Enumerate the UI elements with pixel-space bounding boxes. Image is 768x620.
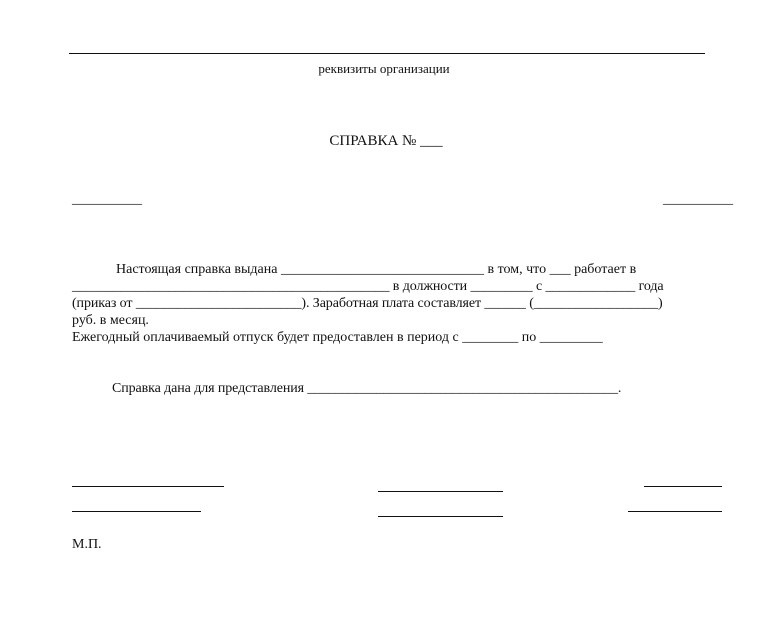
requisites-rule	[69, 53, 705, 54]
date-blank: __________	[72, 192, 142, 207]
number-blank: __________	[663, 192, 733, 207]
stamp-place: М.П.	[72, 537, 102, 552]
body-line-3: (приказ от ________________________). Заработная плата составляет ______ (__________________)	[72, 296, 663, 311]
body-line-4: руб. в месяц.	[72, 313, 149, 328]
signature-name-line	[644, 486, 722, 487]
signature-position-line	[72, 486, 224, 487]
body-line-2: ______________________________________________ в должности _________ с _____________ года	[72, 279, 664, 294]
accountant-name-line	[628, 511, 722, 512]
purpose-line: Справка дана для представления _____________________________________________.	[112, 381, 622, 396]
document-title: СПРАВКА № ___	[329, 133, 443, 149]
accountant-sign-line	[378, 516, 503, 517]
body-line-1: Настоящая справка выдана _____________________________ в том, что ___ работает в	[116, 262, 637, 277]
signature-sign-line	[378, 491, 503, 492]
body-line-5: Ежегодный оплачиваемый отпуск будет предоставлен в период с ________ по _________	[72, 330, 603, 345]
accountant-position-line	[72, 511, 201, 512]
requisites-caption: реквизиты организации	[318, 61, 450, 76]
